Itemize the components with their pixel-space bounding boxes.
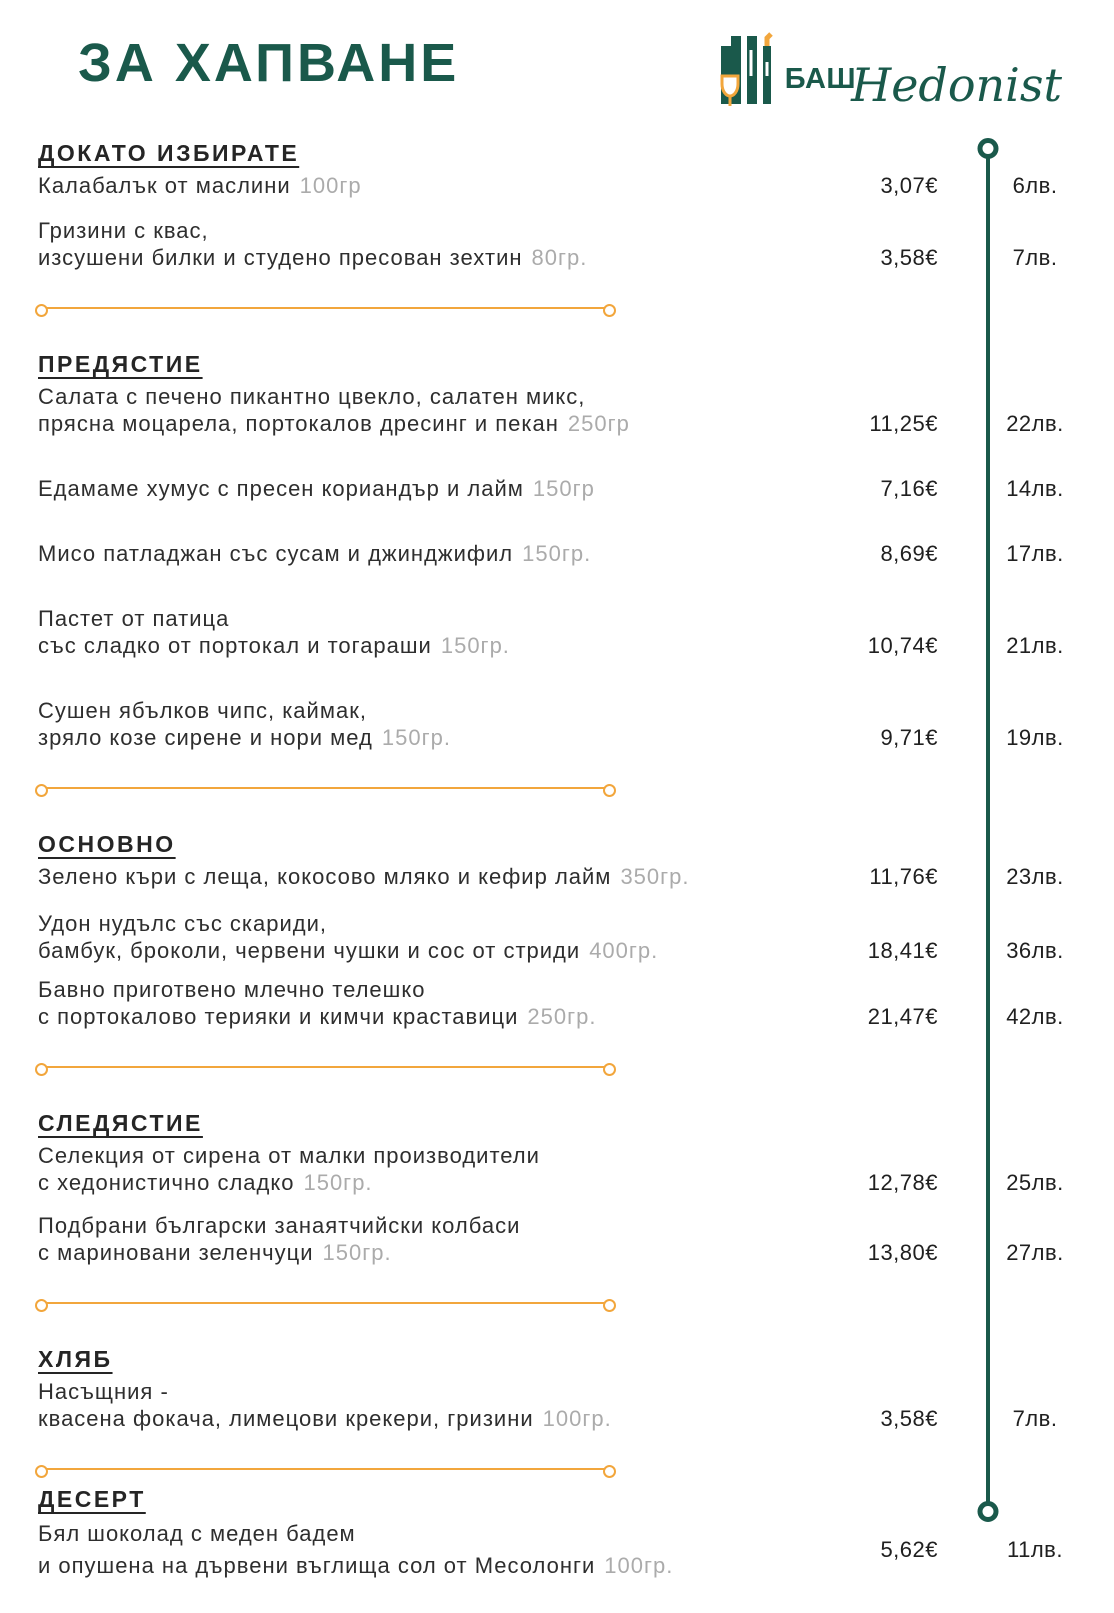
section-while-choosing (38, 140, 1114, 309)
menu-item (38, 540, 1114, 567)
item-weight: 150гр. (522, 541, 592, 566)
item-weight: 250гр. (527, 1004, 597, 1029)
menu-item-description (38, 540, 818, 567)
price-eur: 8,69€ (880, 541, 938, 566)
price-bgn: 6лв. (1012, 173, 1058, 198)
item-weight: 150гр (532, 476, 595, 501)
price-eur: 7,16€ (880, 476, 938, 501)
section-divider (38, 307, 613, 309)
header (0, 0, 1114, 110)
item-name: Сушен ябълков чипс, каймак, (38, 698, 367, 723)
item-weight: 350гр. (620, 864, 690, 889)
item-name: Мисо патладжан със сусам и джинджифил (38, 541, 514, 566)
menu-item-description (38, 863, 818, 890)
item-name: Салата с печено пикантно цвекло, салатен микс, (38, 384, 586, 409)
page-title: ЗА ХАПВАНЕ (78, 33, 460, 93)
brand-name-script: Hedonist (851, 58, 1062, 112)
item-name: изсушени билки и студено пресован зехтин (38, 245, 523, 270)
menu-item (38, 605, 1114, 659)
brand-logo (709, 32, 1062, 110)
item-name: Едамаме хумус с пресен кориандър и лайм (38, 476, 524, 501)
menu-item-description (38, 1518, 818, 1582)
menu-item (38, 1212, 1114, 1266)
price-bgn: 14лв. (1006, 476, 1064, 501)
item-weight: 150гр. (440, 633, 510, 658)
menu-item-description (38, 1142, 818, 1196)
item-name: зряло козе сирене и нори мед (38, 725, 373, 750)
brand-name-bold: БАШ (784, 63, 857, 95)
price-bgn: 7лв. (1012, 1406, 1058, 1431)
menu-item (38, 910, 1114, 964)
item-name: Селекция от сирена от малки производители (38, 1143, 540, 1168)
item-weight: 100гр. (604, 1553, 674, 1578)
price-bgn: 23лв. (1006, 864, 1064, 889)
price-eur: 21,47€ (867, 1004, 938, 1029)
price-eur: 5,62€ (880, 1537, 938, 1562)
section-after-course (38, 1110, 1114, 1304)
item-name: Бавно приготвено млечно телешко (38, 977, 426, 1002)
section-heading: ДЕСЕРТ (38, 1486, 146, 1512)
menu-item (38, 1378, 1114, 1432)
menu-item-description (38, 1378, 818, 1432)
menu-item (38, 172, 1114, 199)
price-eur: 11,76€ (869, 864, 938, 889)
price-eur: 18,41€ (867, 938, 938, 963)
menu-body (0, 110, 1114, 1582)
price-bgn: 11лв. (1007, 1537, 1063, 1562)
section-dessert (38, 1486, 1114, 1582)
section-divider (38, 1302, 613, 1304)
menu-item-description (38, 910, 818, 964)
price-eur: 13,80€ (867, 1240, 938, 1265)
menu-item (38, 217, 1114, 271)
item-weight: 80гр. (531, 245, 588, 270)
bottle-glass-fork-icon (709, 32, 787, 110)
section-starters (38, 351, 1114, 789)
section-bread (38, 1346, 1114, 1470)
item-name: Калабалък от маслини (38, 173, 291, 198)
menu-item-description (38, 976, 818, 1030)
menu-item (38, 1518, 1114, 1582)
item-name: Пастет от патица (38, 606, 230, 631)
menu-item-description (38, 605, 818, 659)
item-name: Бял шоколад с меден бадем (38, 1521, 356, 1546)
menu-item (38, 475, 1114, 502)
menu-item-description (38, 217, 818, 271)
price-eur: 3,58€ (880, 245, 938, 270)
price-eur: 12,78€ (867, 1170, 938, 1195)
item-name: квасена фокача, лимецови крекери, гризини (38, 1406, 534, 1431)
menu-item-description (38, 172, 818, 199)
price-bgn: 36лв. (1006, 938, 1064, 963)
price-eur: 9,71€ (880, 725, 938, 750)
price-bgn: 22лв. (1006, 411, 1064, 436)
item-name: Насъщния - (38, 1379, 169, 1404)
price-bgn: 27лв. (1006, 1240, 1064, 1265)
section-heading: ХЛЯБ (38, 1346, 113, 1372)
item-name: със сладко от портокал и тогараши (38, 633, 432, 658)
item-name: Подбрани български занаятчийски колбаси (38, 1213, 521, 1238)
price-eur: 10,74€ (867, 633, 938, 658)
section-divider (38, 787, 613, 789)
section-divider (38, 1468, 613, 1470)
price-bgn: 17лв. (1006, 541, 1064, 566)
item-weight: 150гр. (322, 1240, 392, 1265)
item-name: с портокалово терияки и кимчи краставици (38, 1004, 519, 1029)
item-name: и опушена на дървени въглища сол от Месолонги (38, 1553, 596, 1578)
item-name: бамбук, броколи, червени чушки и сос от стриди (38, 938, 581, 963)
menu-item (38, 383, 1114, 437)
item-weight: 400гр. (589, 938, 659, 963)
section-heading: ДОКАТО ИЗБИРАТЕ (38, 140, 300, 166)
menu-item-description (38, 383, 818, 437)
section-heading: ПРЕДЯСТИЕ (38, 351, 203, 377)
menu-item (38, 697, 1114, 751)
menu-item (38, 976, 1114, 1030)
price-bgn: 25лв. (1006, 1170, 1064, 1195)
price-bgn: 42лв. (1006, 1004, 1064, 1029)
item-name: с хедонистично сладко (38, 1170, 295, 1195)
price-eur: 11,25€ (869, 411, 938, 436)
menu-item-description (38, 1212, 818, 1266)
item-name: Зелено къри с леща, кокосово мляко и кефир лайм (38, 864, 612, 889)
section-divider (38, 1066, 613, 1068)
item-weight: 100гр. (542, 1406, 612, 1431)
price-eur: 3,58€ (880, 1406, 938, 1431)
price-bgn: 7лв. (1012, 245, 1058, 270)
section-heading: ОСНОВНО (38, 831, 176, 857)
section-heading: СЛЕДЯСТИЕ (38, 1110, 203, 1136)
item-weight: 250гр (567, 411, 630, 436)
item-name: прясна моцарела, портокалов дресинг и пекан (38, 411, 559, 436)
menu-item-description (38, 475, 818, 502)
item-weight: 150гр. (381, 725, 451, 750)
item-weight: 150гр. (303, 1170, 373, 1195)
price-bgn: 21лв. (1006, 633, 1064, 658)
item-weight: 100гр (299, 173, 362, 198)
item-name: с мариновани зеленчуци (38, 1240, 314, 1265)
menu-item (38, 863, 1114, 890)
price-eur: 3,07€ (880, 173, 938, 198)
price-bgn: 19лв. (1006, 725, 1064, 750)
item-name: Гризини с квас, (38, 218, 209, 243)
menu-item (38, 1142, 1114, 1196)
menu-item-description (38, 697, 818, 751)
section-mains (38, 831, 1114, 1068)
item-name: Удон нудълс със скариди, (38, 911, 328, 936)
